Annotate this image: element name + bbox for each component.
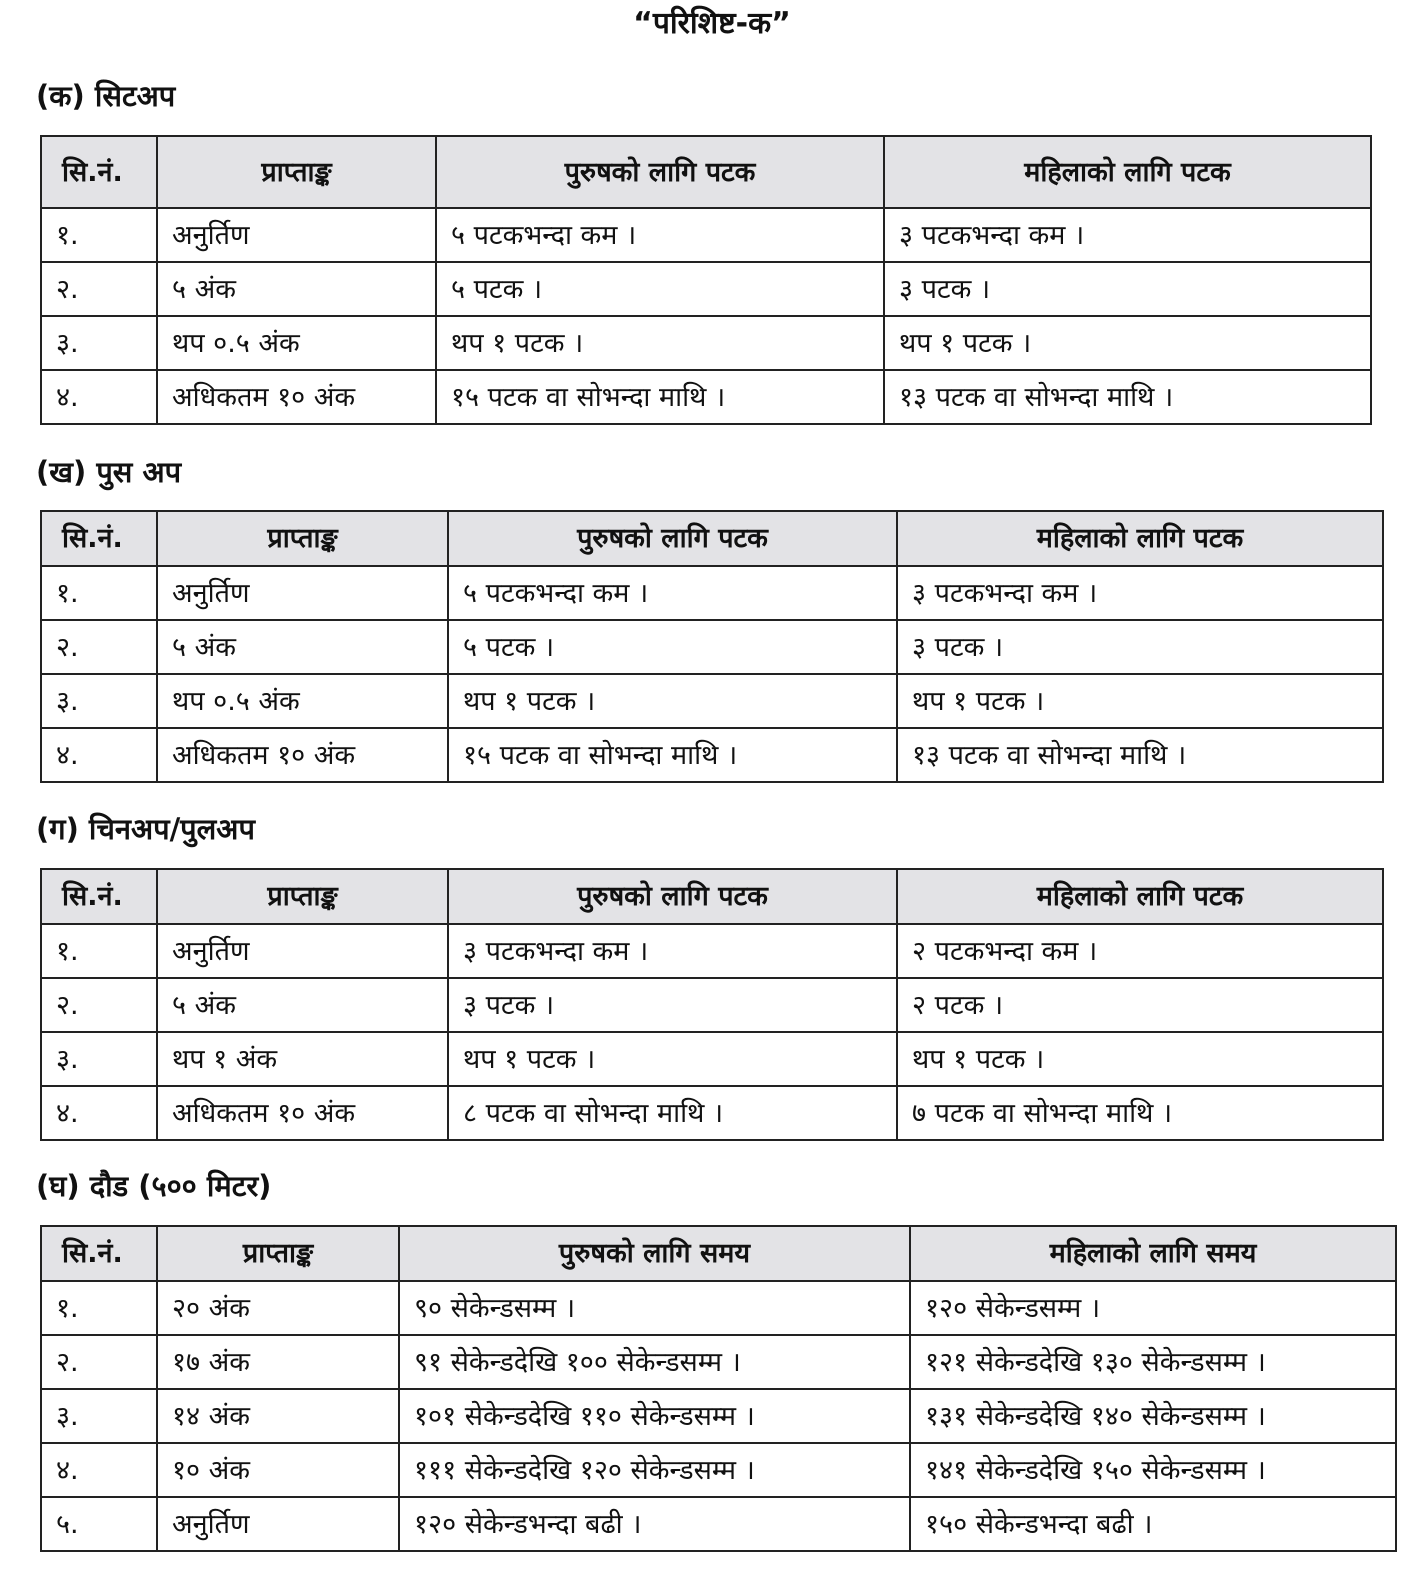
page-title: “परिशिष्ट-क”: [633, 6, 791, 41]
cell-serial: १.: [41, 208, 157, 262]
cell-serial: ४.: [41, 370, 157, 424]
cell-male: ५ पटक ।: [436, 262, 884, 316]
run-table: [40, 1225, 1397, 1552]
cell-score: १० अंक: [157, 1443, 399, 1497]
cell-serial: २.: [41, 1335, 157, 1389]
header-score: प्राप्ताङ्क: [157, 136, 436, 208]
cell-male: ८ पटक वा सोभन्दा माथि ।: [448, 1086, 897, 1140]
cell-female: थप १ पटक ।: [897, 1032, 1383, 1086]
cell-score: अधिकतम १० अंक: [157, 728, 448, 782]
cell-serial: ४.: [41, 728, 157, 782]
cell-female: १२१ सेकेन्डदेखि १३० सेकेन्डसम्म ।: [910, 1335, 1396, 1389]
cell-male: थप १ पटक ।: [448, 1032, 897, 1086]
table-row: [41, 1443, 1396, 1497]
cell-score: अनुर्तिण: [157, 1497, 399, 1551]
cell-score: अधिकतम १० अंक: [157, 1086, 448, 1140]
cell-serial: ३.: [41, 1389, 157, 1443]
table-row: [41, 978, 1383, 1032]
cell-female: २ पटकभन्दा कम ।: [897, 924, 1383, 978]
cell-female: ७ पटक वा सोभन्दा माथि ।: [897, 1086, 1383, 1140]
cell-score: अनुर्तिण: [157, 924, 448, 978]
table-row: [41, 620, 1383, 674]
cell-serial: २.: [41, 978, 157, 1032]
cell-score: १७ अंक: [157, 1335, 399, 1389]
cell-female: १३ पटक वा सोभन्दा माथि ।: [884, 370, 1371, 424]
cell-score: २० अंक: [157, 1281, 399, 1335]
header-female: महिलाको लागि पटक: [884, 136, 1371, 208]
cell-serial: ३.: [41, 1032, 157, 1086]
header-score: प्राप्ताङ्क: [157, 1226, 399, 1281]
cell-female: थप १ पटक ।: [884, 316, 1371, 370]
cell-male: ९१ सेकेन्डदेखि १०० सेकेन्डसम्म ।: [399, 1335, 910, 1389]
cell-serial: १.: [41, 566, 157, 620]
cell-male: ९० सेकेन्डसम्म ।: [399, 1281, 910, 1335]
cell-serial: २.: [41, 262, 157, 316]
cell-male: थप १ पटक ।: [436, 316, 884, 370]
cell-male: ५ पटक ।: [448, 620, 897, 674]
cell-female: ३ पटकभन्दा कम ।: [897, 566, 1383, 620]
table-row: [41, 728, 1383, 782]
table-row: [41, 1335, 1396, 1389]
cell-male: ५ पटकभन्दा कम ।: [436, 208, 884, 262]
cell-female: १२० सेकेन्डसम्म ।: [910, 1281, 1396, 1335]
header-serial: सि.नं.: [41, 136, 157, 208]
cell-male: १११ सेकेन्डदेखि १२० सेकेन्डसम्म ।: [399, 1443, 910, 1497]
situp-table: [40, 135, 1372, 425]
header-score: प्राप्ताङ्क: [157, 869, 448, 924]
header-male: पुरुषको लागि पटक: [436, 136, 884, 208]
cell-serial: ४.: [41, 1086, 157, 1140]
table-row: [41, 1389, 1396, 1443]
table-row: [41, 208, 1371, 262]
section-heading-run: (घ) दौड (५०० मिटर): [36, 1169, 272, 1203]
pushup-table: [40, 510, 1384, 783]
cell-serial: १.: [41, 1281, 157, 1335]
cell-female: १४१ सेकेन्डदेखि १५० सेकेन्डसम्म ।: [910, 1443, 1396, 1497]
cell-score: अनुर्तिण: [157, 208, 436, 262]
cell-score: ५ अंक: [157, 620, 448, 674]
header-male: पुरुषको लागि पटक: [448, 511, 897, 566]
table-row: [41, 316, 1371, 370]
header-serial: सि.नं.: [41, 869, 157, 924]
cell-male: ३ पटकभन्दा कम ।: [448, 924, 897, 978]
table-row: [41, 674, 1383, 728]
cell-score: ५ अंक: [157, 262, 436, 316]
cell-female: १३ पटक वा सोभन्दा माथि ।: [897, 728, 1383, 782]
cell-serial: ४.: [41, 1443, 157, 1497]
cell-serial: ३.: [41, 674, 157, 728]
table-row: [41, 1086, 1383, 1140]
table-row: [41, 370, 1371, 424]
header-serial: सि.नं.: [41, 511, 157, 566]
section-heading-pushup: (ख) पुस अप: [36, 455, 182, 489]
table-row: [41, 262, 1371, 316]
table-header-row: [41, 869, 1383, 924]
table-row: [41, 924, 1383, 978]
header-male: पुरुषको लागि पटक: [448, 869, 897, 924]
cell-female: थप १ पटक ।: [897, 674, 1383, 728]
header-female: महिलाको लागि समय: [910, 1226, 1396, 1281]
cell-score: १४ अंक: [157, 1389, 399, 1443]
table-row: [41, 1497, 1396, 1551]
cell-female: ३ पटक ।: [897, 620, 1383, 674]
cell-male: ३ पटक ।: [448, 978, 897, 1032]
table-row: [41, 1281, 1396, 1335]
header-score: प्राप्ताङ्क: [157, 511, 448, 566]
cell-score: थप ०.५ अंक: [157, 674, 448, 728]
cell-score: अधिकतम १० अंक: [157, 370, 436, 424]
table-row: [41, 1032, 1383, 1086]
cell-female: १५० सेकेन्डभन्दा बढी ।: [910, 1497, 1396, 1551]
cell-score: ५ अंक: [157, 978, 448, 1032]
chinup-table: [40, 868, 1384, 1141]
header-female: महिलाको लागि पटक: [897, 511, 1383, 566]
cell-male: १५ पटक वा सोभन्दा माथि ।: [436, 370, 884, 424]
cell-score: थप ०.५ अंक: [157, 316, 436, 370]
cell-score: थप १ अंक: [157, 1032, 448, 1086]
table-row: [41, 566, 1383, 620]
table-header-row: [41, 1226, 1396, 1281]
table-header-row: [41, 136, 1371, 208]
cell-female: ३ पटकभन्दा कम ।: [884, 208, 1371, 262]
table-header-row: [41, 511, 1383, 566]
cell-serial: २.: [41, 620, 157, 674]
cell-serial: ३.: [41, 316, 157, 370]
section-heading-chinup: (ग) चिनअप/पुलअप: [36, 812, 255, 846]
cell-male: १२० सेकेन्डभन्दा बढी ।: [399, 1497, 910, 1551]
cell-serial: ५.: [41, 1497, 157, 1551]
cell-male: ५ पटकभन्दा कम ।: [448, 566, 897, 620]
cell-female: ३ पटक ।: [884, 262, 1371, 316]
header-male: पुरुषको लागि समय: [399, 1226, 910, 1281]
cell-serial: १.: [41, 924, 157, 978]
header-serial: सि.नं.: [41, 1226, 157, 1281]
cell-female: २ पटक ।: [897, 978, 1383, 1032]
cell-male: १५ पटक वा सोभन्दा माथि ।: [448, 728, 897, 782]
cell-female: १३१ सेकेन्डदेखि १४० सेकेन्डसम्म ।: [910, 1389, 1396, 1443]
section-heading-situp: (क) सिटअप: [36, 79, 176, 113]
cell-score: अनुर्तिण: [157, 566, 448, 620]
header-female: महिलाको लागि पटक: [897, 869, 1383, 924]
cell-male: थप १ पटक ।: [448, 674, 897, 728]
cell-male: १०१ सेकेन्डदेखि ११० सेकेन्डसम्म ।: [399, 1389, 910, 1443]
